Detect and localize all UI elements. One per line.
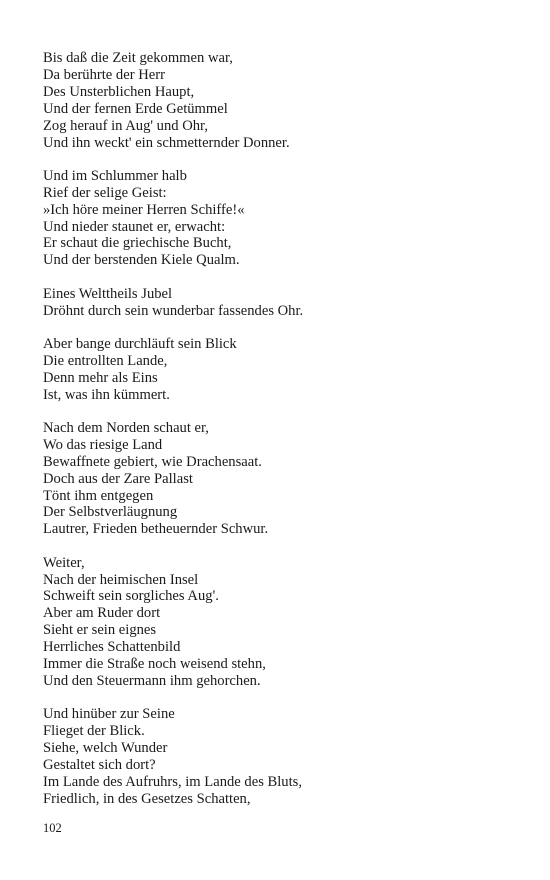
verse-line: Herrliches Schattenbild bbox=[43, 639, 181, 656]
stanza bbox=[43, 336, 513, 404]
verse-line: Weiter, bbox=[43, 554, 85, 571]
poem-text bbox=[43, 50, 513, 824]
verse-line: Gestaltet sich dort? bbox=[43, 756, 156, 773]
verse-line: Friedlich, in des Gesetzes Schatten, bbox=[43, 790, 251, 807]
stanza bbox=[43, 286, 513, 320]
verse-line: Da berührte der Herr bbox=[43, 66, 165, 83]
verse-line: Und der fernen Erde Getümmel bbox=[43, 100, 228, 117]
verse-line: Aber bange durchläuft sein Blick bbox=[43, 335, 237, 352]
verse-line: Nach dem Norden schaut er, bbox=[43, 419, 209, 436]
verse-line: Tönt ihm entgegen bbox=[43, 487, 154, 504]
verse-line: Nach der heimischen Insel bbox=[43, 571, 199, 588]
verse-line: Und nieder staunet er, erwacht: bbox=[43, 218, 226, 235]
verse-line: Und ihn weckt' ein schmetternder Donner. bbox=[43, 134, 290, 151]
stanza bbox=[43, 420, 513, 538]
verse-line: Bis daß die Zeit gekommen war, bbox=[43, 50, 233, 66]
verse-line: Schweift sein sorgliches Aug'. bbox=[43, 588, 219, 605]
stanza bbox=[43, 555, 513, 690]
stanza bbox=[43, 706, 513, 807]
verse-line: Im Lande des Aufruhrs, im Lande des Bluts, bbox=[43, 773, 302, 790]
verse-line: Der Selbstverläugnung bbox=[43, 504, 178, 521]
verse-line: Denn mehr als Eins bbox=[43, 369, 158, 386]
verse-line: Und der berstenden Kiele Qualm. bbox=[43, 252, 240, 269]
verse-line: Und hinüber zur Seine bbox=[43, 706, 175, 723]
verse-line: Ist, was ihn kümmert. bbox=[43, 386, 170, 403]
stanza bbox=[43, 50, 513, 151]
verse-line: Flieget der Blick. bbox=[43, 723, 145, 740]
page-number: 102 bbox=[43, 821, 62, 835]
verse-line: Siehe, welch Wunder bbox=[43, 740, 168, 757]
verse-line: Sieht er sein eignes bbox=[43, 622, 157, 639]
verse-line: Zog herauf in Aug' und Ohr, bbox=[43, 117, 208, 134]
verse-line: Er schaut die griechische Bucht, bbox=[43, 235, 232, 252]
verse-line: »Ich höre meiner Herren Schiffe!« bbox=[43, 201, 245, 218]
verse-line: Die entrollten Lande, bbox=[43, 352, 168, 369]
verse-line: Und im Schlummer halb bbox=[43, 167, 187, 184]
verse-line: Wo das riesige Land bbox=[43, 436, 163, 453]
stanza bbox=[43, 168, 513, 269]
verse-line: Doch aus der Zare Pallast bbox=[43, 470, 193, 487]
verse-line: Des Unsterblichen Haupt, bbox=[43, 83, 195, 100]
verse-line: Eines Welttheils Jubel bbox=[43, 285, 173, 302]
verse-line: Rief der selige Geist: bbox=[43, 184, 167, 201]
verse-line: Aber am Ruder dort bbox=[43, 605, 161, 622]
verse-line: Und den Steuermann ihm gehorchen. bbox=[43, 672, 261, 689]
verse-line: Dröhnt durch sein wunderbar fassendes Ohr. bbox=[43, 302, 304, 319]
verse-line: Bewaffnete gebiert, wie Drachensaat. bbox=[43, 453, 262, 470]
verse-line: Lautrer, Frieden betheuernder Schwur. bbox=[43, 521, 269, 538]
verse-line: Immer die Straße noch weisend stehn, bbox=[43, 656, 266, 673]
